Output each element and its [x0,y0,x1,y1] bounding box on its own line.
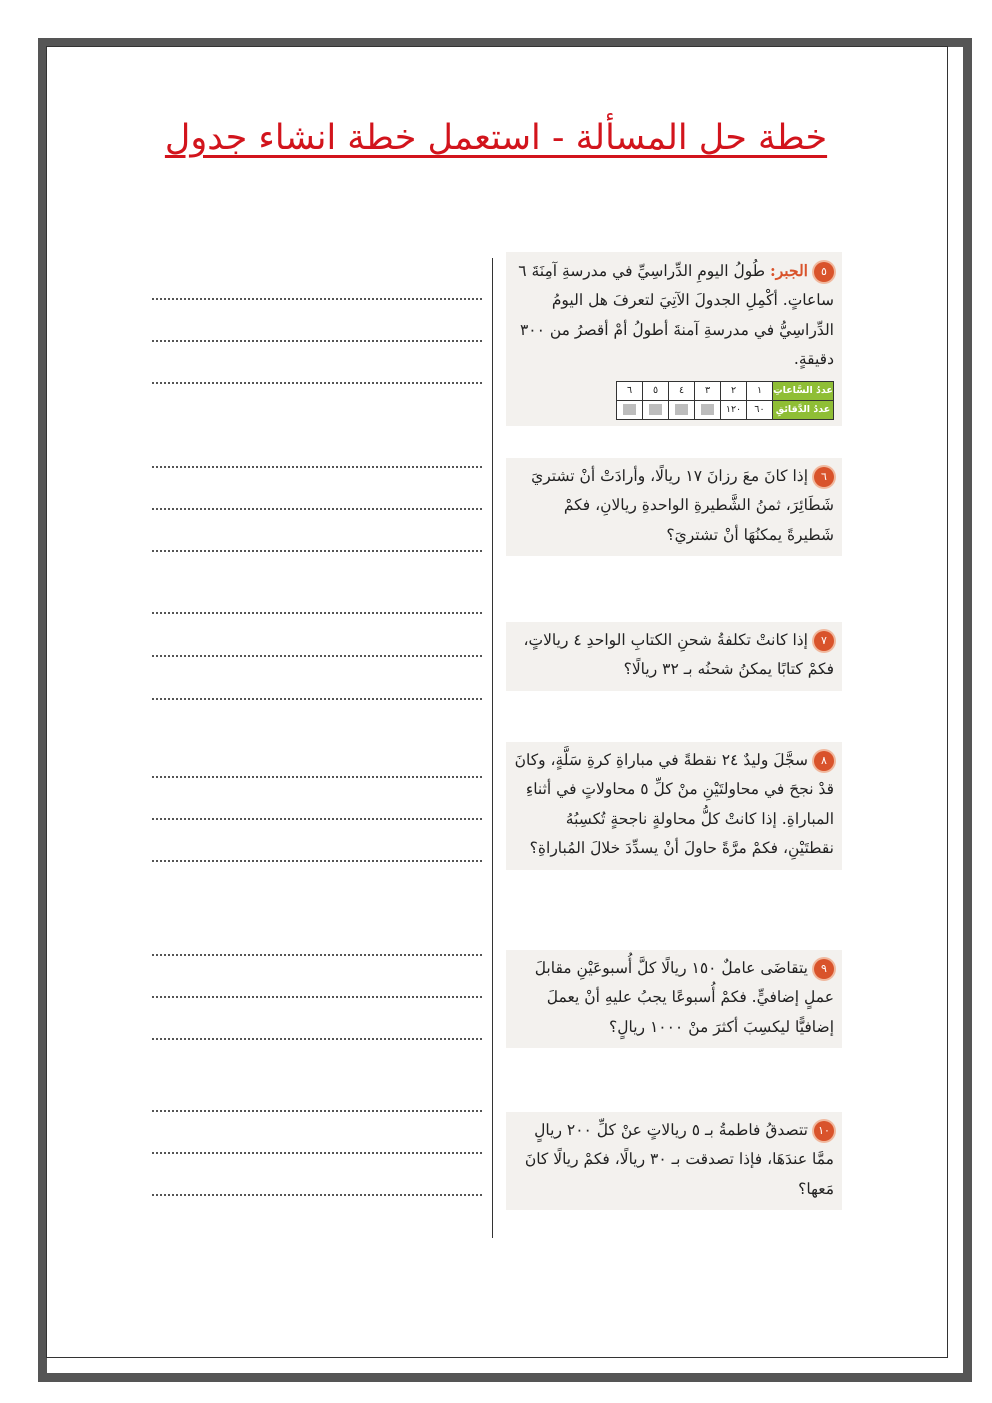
answer-line[interactable] [152,508,482,510]
problem-text: إذا كانَ معَ رزانَ ١٧ ريالًا، وأرادَتْ أنْ تشتريَ شَطَائِرَ، ثمنُ الشَّطيرةِ الواحدةِ ريالانِ، فكمْ شَطيرةً يمكنُهَا أنْ تشتريَ؟ [531,467,834,544]
table-cell: ٣ [695,381,721,400]
answer-line[interactable] [152,340,482,342]
table-cell: ٢ [721,381,747,400]
answer-line[interactable] [152,1038,482,1040]
problem-text: تتصدقُ فاطمةُ بـ ٥ ريالاتٍ عنْ كلِّ ٢٠٠ ريالٍ ممَّا عندَهَا، فإذا تصدقت بـ ٣٠ ريالًا، فكمْ ريالًا كانَ مَعها؟ [524,1121,834,1198]
table-cell-blank[interactable] [695,400,721,419]
answer-line[interactable] [152,860,482,862]
hours-table [616,381,834,420]
answer-line[interactable] [152,818,482,820]
table-cell-blank[interactable] [617,400,643,419]
table-cell-blank[interactable] [643,400,669,419]
problem-6 [506,458,842,556]
problem-text: سجَّلَ وليدٌ ٢٤ نقطةً في مباراةِ كرةِ سَلَّةٍ، وكانَ قدْ نجحَ في محاولتَيْنِ منْ كلِّ ٥ محاولاتٍ في أثناءِ المباراةِ. إذا كانتْ كلُّ محاولةٍ ناجحةٍ تُكسِبُهُ نقطتَيْنِ، فكمْ مرَّةً حاولَ أنْ يسدِّدَ خلالَ المُباراةِ؟ [514,751,834,858]
answer-line[interactable] [152,954,482,956]
table-row [617,381,834,400]
table-cell: ١ [747,381,773,400]
answer-line[interactable] [152,698,482,700]
problem-number: ٥ [814,262,834,282]
problem-text: يتقاضَى عاملٌ ١٥٠ ريالًا كلَّ أُسبوعَيْنِ مقابلَ عملٍ إضافيٍّ. فكمْ أُسبوعًا يجبُ عليهِ أنْ يعملَ إضافيًّا ليكسِبَ أكثرَ منْ ١٠٠٠ ريالٍ؟ [534,959,834,1036]
table-cell: ٥ [643,381,669,400]
problem-8 [506,742,842,870]
problem-number: ١٠ [814,1121,834,1141]
problem-7 [506,622,842,691]
answer-line[interactable] [152,655,482,657]
problem-text: إذا كانتْ تكلفةُ شحنِ الكتابِ الواحدِ ٤ ريالاتٍ، فكمْ كتابًا يمكنُ شحنُه بـ ٣٢ ريالًا؟ [523,631,834,679]
table-header: عددُ السَّاعاتِ [773,381,834,400]
table-cell: ٦ [617,381,643,400]
table-cell: ١٢٠ [721,400,747,419]
answer-line[interactable] [152,612,482,614]
column-divider [492,258,493,1238]
problem-9 [506,950,842,1048]
problem-text: طُولُ اليومِ الدِّراسِيِّ في مدرسةِ آمِنَةَ ٦ ساعاتٍ. أكْمِلِ الجدولَ الآتِيَ لتعرفَ هل اليومُ الدِّراسِيُّ في مدرسةِ آمنةَ أطولُ أمْ أقصرُ من ٣٠٠ دقيقةٍ. [518,262,834,369]
table-row [617,400,834,419]
answer-line[interactable] [152,1152,482,1154]
answer-line[interactable] [152,776,482,778]
table-cell-blank[interactable] [669,400,695,419]
answer-line[interactable] [152,1194,482,1196]
problem-number: ٦ [814,467,834,487]
answer-line[interactable] [152,382,482,384]
problem-5 [506,252,842,426]
page-title: خطة حل المسألة - استعمل خطة انشاء جدول [164,118,828,158]
table-cell: ٦٠ [747,400,773,419]
answer-line[interactable] [152,550,482,552]
table-header: عددُ الدَّقائقِ [773,400,834,419]
problem-label: الجبر: [770,261,808,280]
problem-number: ٩ [814,959,834,979]
problem-number: ٧ [814,631,834,651]
answer-line[interactable] [152,1110,482,1112]
answer-line[interactable] [152,298,482,300]
table-cell: ٤ [669,381,695,400]
problem-number: ٨ [814,751,834,771]
answer-line[interactable] [152,466,482,468]
problem-10 [506,1112,842,1210]
answer-line[interactable] [152,996,482,998]
